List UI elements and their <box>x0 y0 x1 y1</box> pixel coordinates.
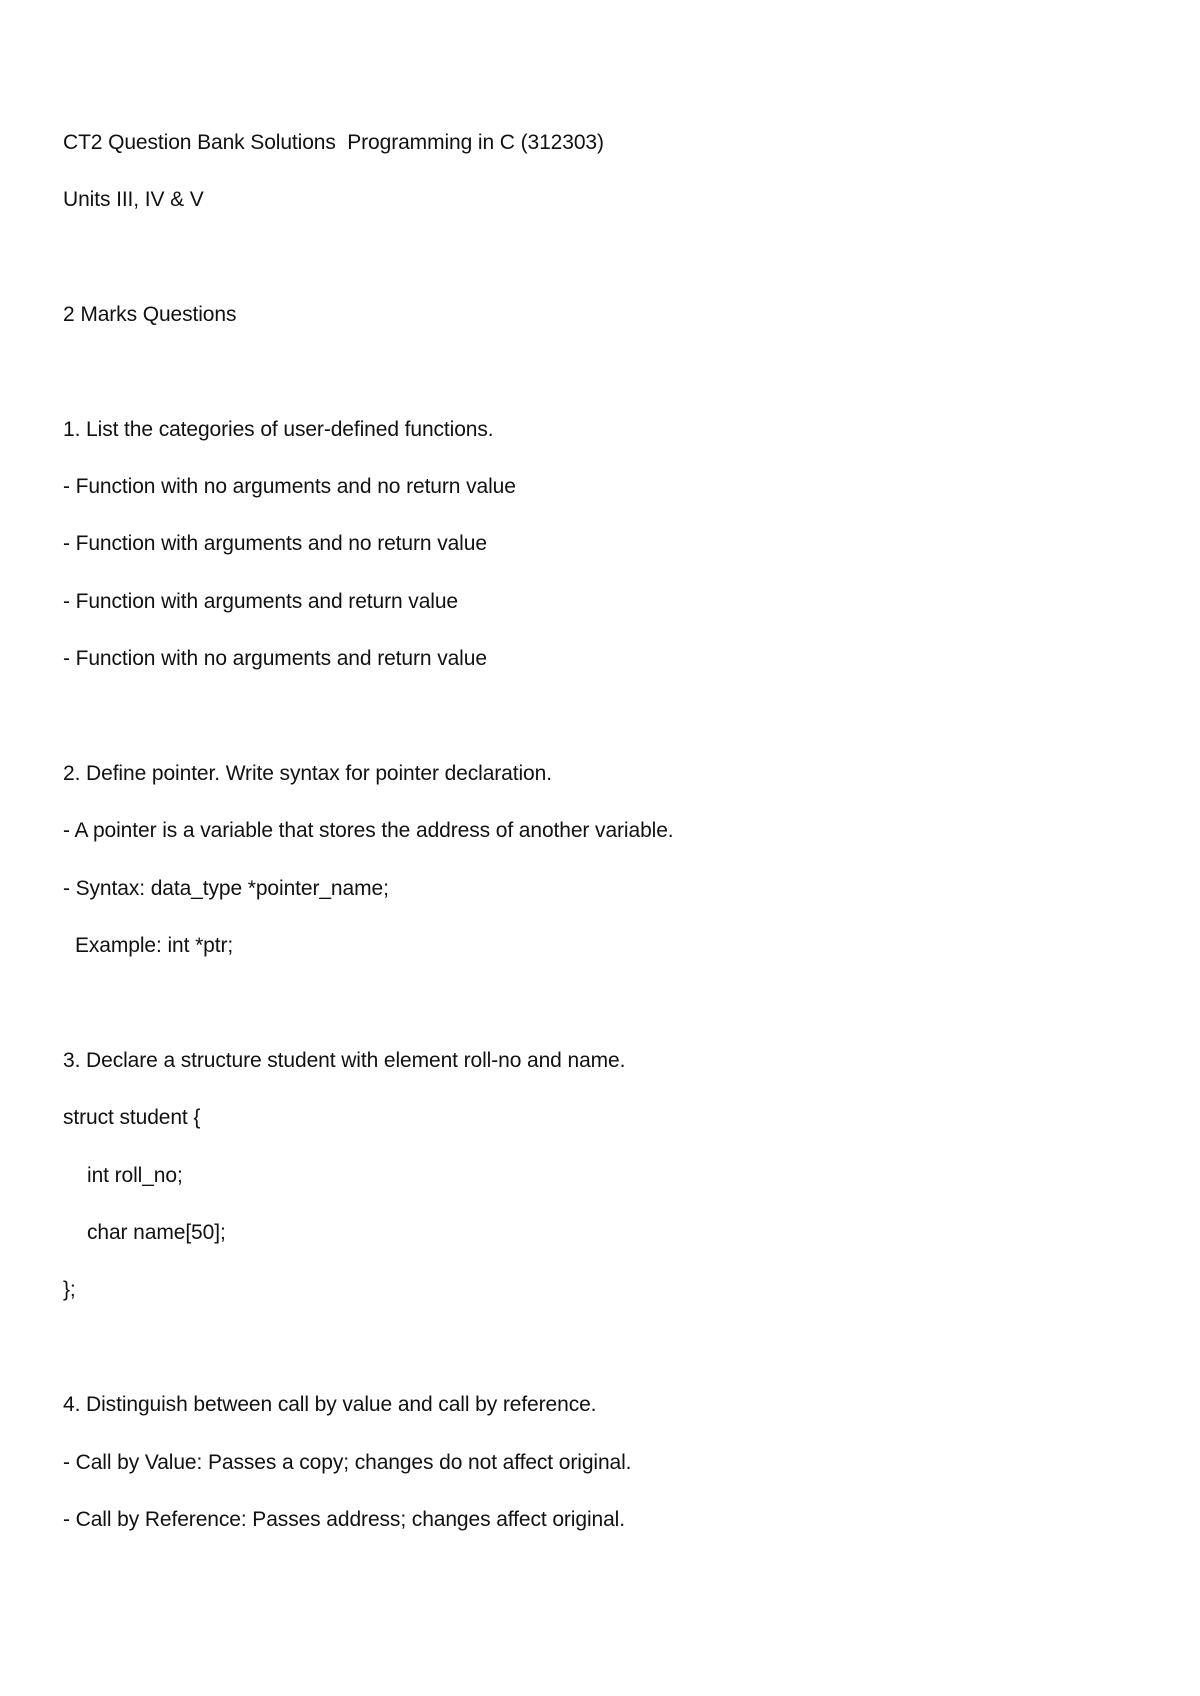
answer-line: - Function with arguments and return value <box>63 590 459 613</box>
code-line: struct student { <box>63 1106 201 1129</box>
question-1: 1. List the categories of user-defined functions. <box>63 418 494 441</box>
question-2: 2. Define pointer. Write syntax for pointer declaration. <box>63 762 552 785</box>
answer-line: - Call by Value: Passes a copy; changes do not affect original. <box>63 1451 632 1474</box>
answer-line: - A pointer is a variable that stores the address of another variable. <box>63 819 674 842</box>
answer-line: - Call by Reference: Passes address; changes affect original. <box>63 1508 625 1531</box>
answer-line: - Function with no arguments and no return value <box>63 475 516 498</box>
answer-line: - Function with arguments and no return value <box>63 532 487 555</box>
code-line: int roll_no; <box>87 1164 183 1187</box>
question-3: 3. Declare a structure student with element roll-no and name. <box>63 1049 626 1072</box>
answer-line: - Function with no arguments and return value <box>63 647 487 670</box>
document-title: CT2 Question Bank Solutions Programming in C (312303) <box>63 131 604 154</box>
answer-line: - Syntax: data_type *pointer_name; <box>63 877 389 900</box>
section-heading: 2 Marks Questions <box>63 303 237 326</box>
question-4: 4. Distinguish between call by value and call by reference. <box>63 1393 597 1416</box>
document-units: Units III, IV & V <box>63 188 204 211</box>
answer-example: Example: int *ptr; <box>75 934 234 957</box>
code-line: char name[50]; <box>87 1221 226 1244</box>
code-line: }; <box>63 1278 76 1301</box>
